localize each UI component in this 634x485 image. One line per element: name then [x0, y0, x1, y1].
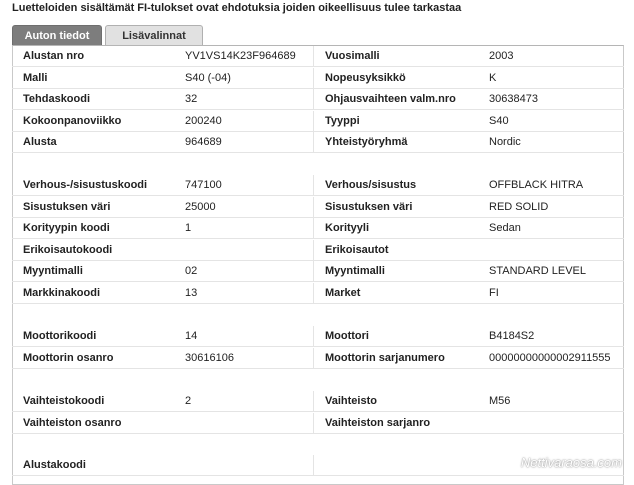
tab-lisavalinnat[interactable]: Lisävalinnat — [105, 25, 203, 45]
left-label: Korityypin koodi — [23, 222, 110, 235]
right-label: Verhous/sisustus — [325, 179, 417, 191]
left-value: YV1VS14K23F964689 — [185, 50, 296, 62]
table-row — [12, 89, 624, 110]
column-divider — [313, 111, 314, 131]
left-value: 32 — [185, 93, 198, 106]
left-value: 25000 — [185, 200, 216, 213]
left-label: Moottorin osanro — [23, 351, 114, 364]
right-value: K — [489, 71, 497, 84]
right-label: Market — [325, 287, 361, 299]
left-value: 747100 — [185, 179, 222, 191]
column-divider — [313, 132, 314, 152]
left-label: Tehdaskoodi — [23, 93, 91, 106]
column-divider — [313, 218, 314, 238]
left-value: 02 — [185, 265, 198, 278]
right-label: Tyyppi — [325, 114, 360, 127]
left-label: Kokoonpanoviikko — [23, 114, 122, 127]
column-divider — [313, 283, 314, 303]
right-value: B4184S2 — [489, 330, 535, 342]
right-value — [489, 413, 619, 433]
right-label: Erikoisautot — [325, 243, 389, 256]
table-row — [12, 68, 624, 89]
right-value: RED SOLID — [489, 200, 549, 213]
column-divider — [313, 455, 314, 475]
left-value — [185, 413, 310, 433]
right-value: OFFBLACK HITRA — [489, 179, 584, 191]
right-value: STANDARD LEVEL — [489, 265, 586, 278]
right-label: Ohjausvaihteen valm.nro — [325, 93, 456, 106]
right-label: Nopeusyksikkö — [325, 71, 406, 84]
right-label: Sisustuksen väri — [325, 200, 413, 213]
right-value: Nordic — [489, 136, 521, 149]
table-row — [12, 413, 624, 434]
column-divider — [313, 348, 314, 368]
left-value — [185, 240, 310, 260]
left-value: 30616106 — [185, 351, 234, 364]
right-label: Vaihteisto — [325, 395, 377, 407]
right-label: Yhteistyöryhmä — [325, 136, 408, 149]
right-value — [489, 240, 619, 260]
table-row — [12, 348, 624, 369]
right-value: S40 — [489, 114, 509, 127]
notice-text: Luetteloiden sisältämät FI-tulokset ovat ehdotuksia joiden oikeellisuus tulee tarkastaa — [12, 2, 462, 14]
left-label: Sisustuksen väri — [23, 200, 111, 213]
table-row — [12, 46, 624, 67]
column-divider — [313, 326, 314, 346]
table-row — [12, 218, 624, 239]
right-label: Moottorin sarjanumero — [325, 351, 445, 364]
table-row — [12, 261, 624, 282]
right-value: FI — [489, 287, 499, 299]
left-value: 2 — [185, 395, 192, 407]
left-value — [185, 455, 310, 475]
right-value: M56 — [489, 395, 511, 407]
column-divider — [313, 46, 314, 66]
left-label: Alusta — [23, 136, 57, 149]
watermark: Nettivaraosa.com — [520, 455, 622, 470]
left-label: Malli — [23, 71, 48, 84]
right-label: Korityyli — [325, 222, 370, 235]
table-row — [12, 283, 624, 304]
right-value: Sedan — [489, 222, 521, 235]
column-divider — [313, 261, 314, 281]
right-label: Vaihteiston sarjanro — [325, 416, 431, 429]
left-label: Vaihteistokoodi — [23, 395, 105, 407]
table-row — [12, 111, 624, 132]
table-row — [12, 132, 624, 153]
right-label: Vuosimalli — [325, 50, 380, 62]
right-value: 00000000000002911555 — [489, 351, 611, 364]
right-label: Moottori — [325, 330, 369, 342]
left-label: Erikoisautokoodi — [23, 243, 113, 256]
right-label — [325, 455, 490, 475]
left-label: Alustakoodi — [23, 459, 86, 471]
right-value: 2003 — [489, 50, 514, 62]
right-value: 30638473 — [489, 93, 538, 106]
column-divider — [313, 89, 314, 109]
tab-auton-tiedot[interactable]: Auton tiedot — [12, 25, 102, 45]
left-value: S40 (-04) — [185, 71, 231, 84]
table-row — [12, 326, 624, 347]
left-label: Moottorikoodi — [23, 330, 97, 342]
left-label: Myyntimalli — [23, 265, 83, 278]
column-divider — [313, 240, 314, 260]
table-row — [12, 197, 624, 218]
left-value: 964689 — [185, 136, 222, 149]
left-value: 200240 — [185, 114, 222, 127]
right-label: Myyntimalli — [325, 265, 385, 278]
left-value: 14 — [185, 330, 198, 342]
table-row — [12, 391, 624, 412]
column-divider — [313, 413, 314, 433]
left-label: Markkinakoodi — [23, 287, 101, 299]
column-divider — [313, 175, 314, 195]
column-divider — [313, 197, 314, 217]
left-value: 1 — [185, 222, 192, 235]
table-row — [12, 175, 624, 196]
column-divider — [313, 391, 314, 411]
table-row — [12, 240, 624, 261]
column-divider — [313, 68, 314, 88]
left-value: 13 — [185, 287, 198, 299]
left-label: Vaihteiston osanro — [23, 416, 122, 429]
left-label: Verhous-/sisustuskoodi — [23, 179, 148, 191]
left-label: Alustan nro — [23, 50, 85, 62]
